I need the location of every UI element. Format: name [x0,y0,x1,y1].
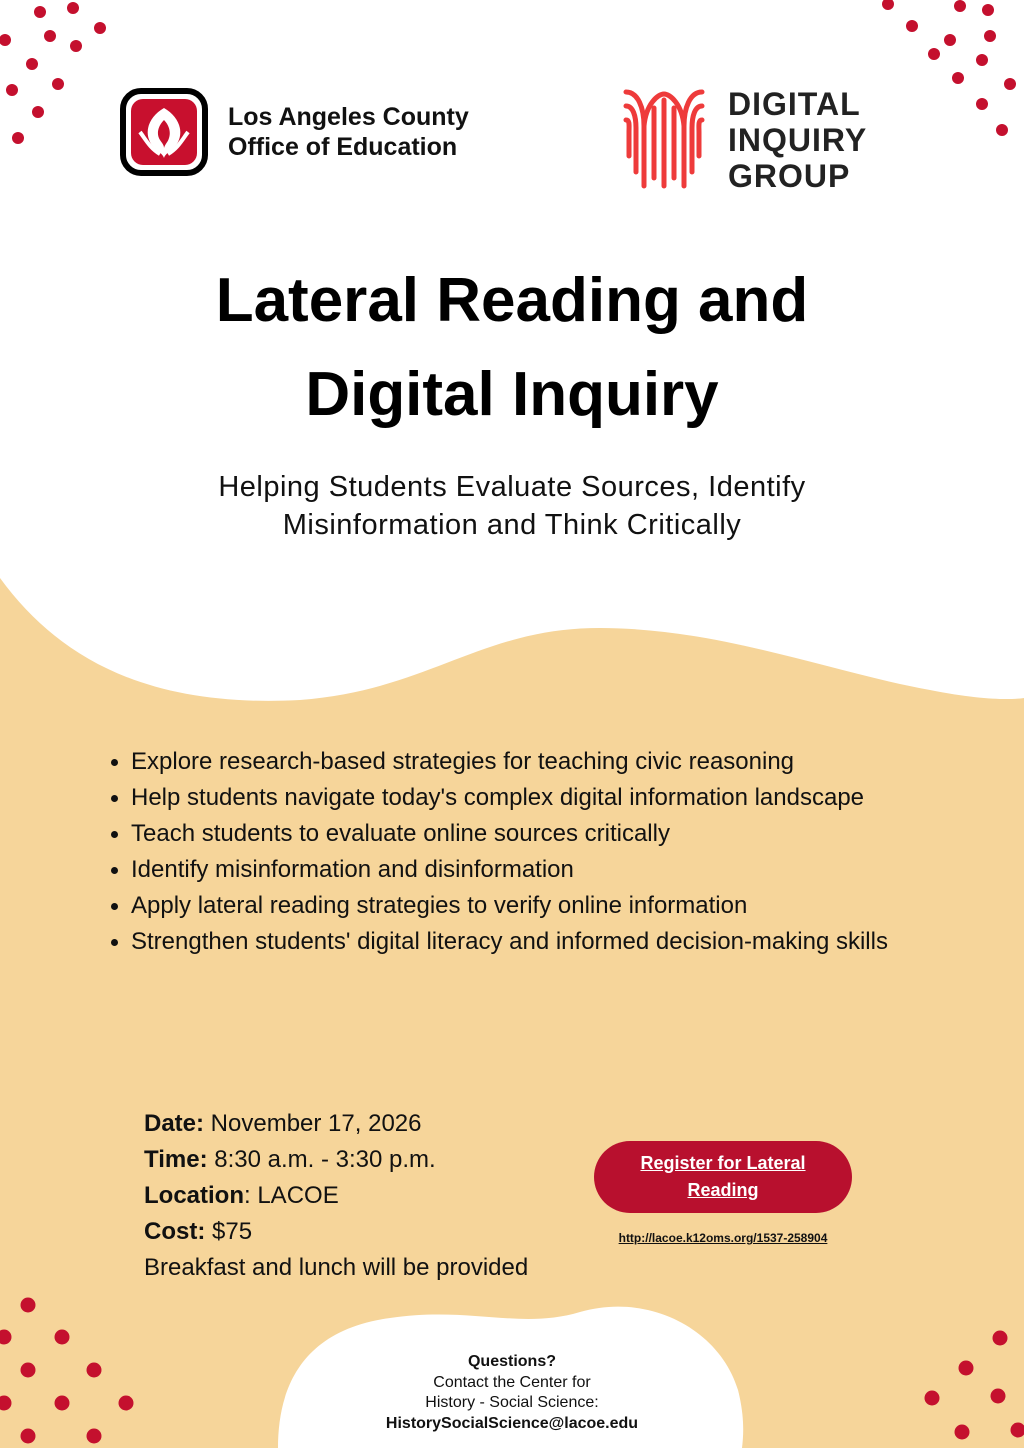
location-value: : LACOE [244,1182,339,1209]
list-item: Teach students to evaluate online sources critically [108,816,948,852]
page-subtitle [0,468,1024,544]
contact-email-link[interactable]: HistorySocialScience@lacoe.edu [385,1414,639,1432]
list-item: Explore research-based strategies for teaching civic reasoning [108,744,948,780]
title-line1: Lateral Reading and [215,266,809,335]
page-title [0,254,1024,442]
date-value: November 17, 2026 [204,1110,422,1137]
register-label-line2: Reading [687,1180,759,1200]
register-button[interactable] [594,1141,852,1213]
lacoe-name-line2: Office of Education [228,133,458,161]
list-item: Help students navigate today's complex digital information landscape [108,780,948,816]
questions-line1: Contact the Center for [433,1373,591,1391]
questions-heading: Questions? [467,1353,556,1370]
meal-note: Breakfast and lunch will be provided [144,1254,529,1281]
register-link[interactable]: http://lacoe.k12oms.org/1537-258904 [618,1231,828,1245]
event-details [144,1106,528,1286]
lacoe-name-line1: Los Angeles County [228,103,469,131]
time-value: 8:30 a.m. - 3:30 p.m. [207,1146,436,1173]
date-label: Date: [144,1110,205,1137]
subtitle-line2: Misinformation and Think Critically [282,509,742,541]
register-label-line1: Register for Lateral [640,1153,806,1173]
subtitle-line1: Helping Students Evaluate Sources, Identify [218,471,806,503]
location-label: Location [144,1182,244,1209]
cost-label: Cost: [144,1218,206,1245]
list-item: Strengthen students' digital literacy and informed decision-making skills [108,924,948,960]
dig-name-line1: DIGITAL [728,86,861,122]
lacoe-flame-logo-icon [120,88,208,176]
digital-inquiry-group-logo [622,86,867,194]
location-row [144,1178,528,1214]
lacoe-logo [120,88,469,176]
title-line2: Digital Inquiry [305,360,719,429]
list-item: Identify misinformation and disinformation [108,852,948,888]
dig-name-line2: INQUIRY [728,122,868,158]
dig-name-line3: GROUP [728,158,851,194]
digital-inquiry-group-logo-icon [622,86,706,190]
list-item: Apply lateral reading strategies to verify online information [108,888,948,924]
date-row [144,1106,528,1142]
cost-value: $75 [205,1218,253,1245]
questions-line2: History - Social Science: [425,1394,599,1411]
benefits-list [108,744,948,960]
time-row [144,1142,528,1178]
time-label: Time: [144,1146,208,1173]
cost-row [144,1214,528,1250]
questions-contact [362,1352,662,1434]
